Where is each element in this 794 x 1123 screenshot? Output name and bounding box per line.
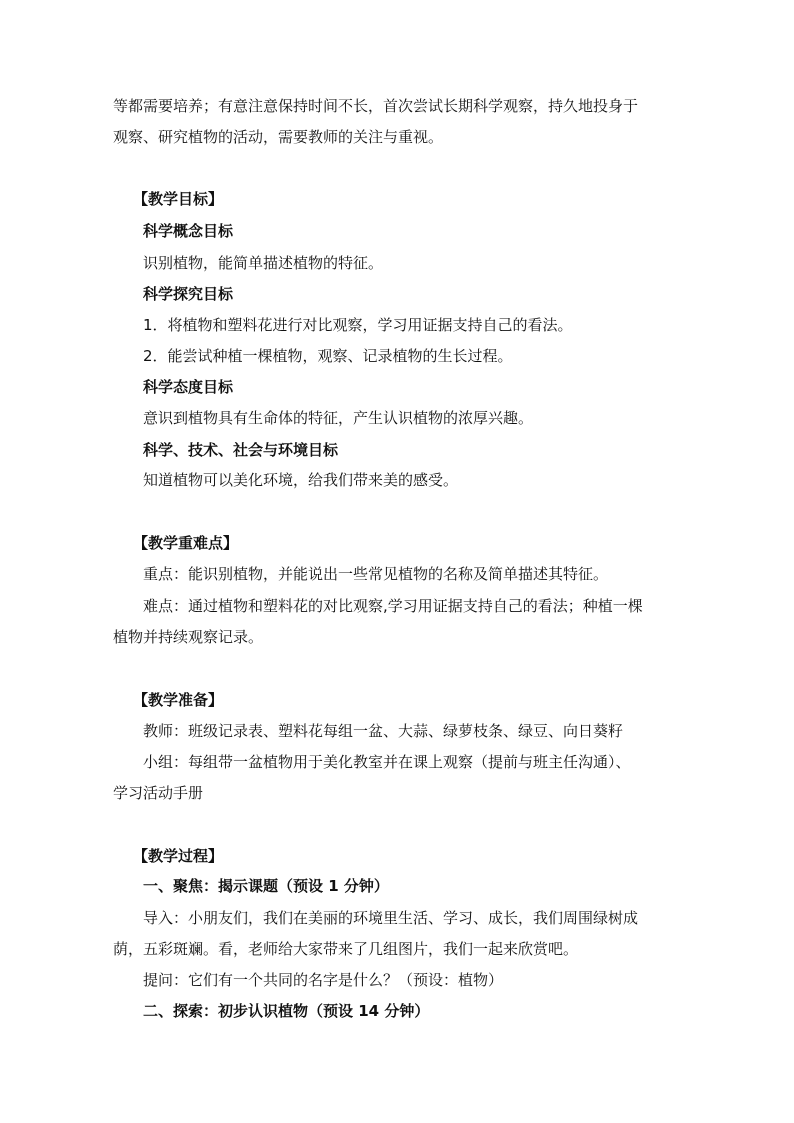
stse-goal-title: 科学、技术、社会与环境目标 [143, 441, 339, 459]
intro-dialogue-line-1: 导入：小朋友们，我们在美丽的环境里生活、学习、成长，我们周围绿树成 [143, 909, 639, 927]
key-points-heading: 【教学重难点】 [133, 534, 239, 552]
question-line: 提问：它们有一个共同的名字是什么？（预设：植物） [143, 971, 504, 989]
concept-goal-text: 识别植物，能简单描述植物的特征。 [143, 254, 384, 272]
intro-line-1: 等都需要培养；有意注意保持时间不长，首次尝试长期科学观察，持久地投身于 [113, 97, 639, 115]
teacher-preparation: 教师：班级记录表、塑料花每组一盆、大蒜、绿萝枝条、绿豆、向日葵籽 [143, 722, 624, 740]
section-2-title: 二、探索：初步认识植物（预设 14 分钟） [143, 1002, 430, 1020]
inquiry-goal-title: 科学探究目标 [143, 285, 234, 303]
section-1-title: 一、聚焦：揭示课题（预设 1 分钟） [143, 877, 389, 895]
intro-dialogue-line-2: 荫，五彩斑斓。看，老师给大家带来了几组图片，我们一起来欣赏吧。 [113, 940, 579, 958]
stse-goal-text: 知道植物可以美化环境，给我们带来美的感受。 [143, 471, 459, 489]
process-heading: 【教学过程】 [133, 847, 224, 865]
attitude-goal-title: 科学态度目标 [143, 378, 234, 396]
objectives-heading: 【教学目标】 [133, 190, 224, 208]
inquiry-goal-item-1: 1．将植物和塑料花进行对比观察，学习用证据支持自己的看法。 [143, 316, 573, 334]
inquiry-goal-item-2: 2．能尝试种植一棵植物，观察、记录植物的生长过程。 [143, 347, 513, 365]
group-preparation-line-1: 小组：每组带一盆植物用于美化教室并在课上观察（提前与班主任沟通）、 [143, 753, 631, 771]
difficult-point-line-1: 难点：通过植物和塑料花的对比观察,学习用证据支持自己的看法；种植一棵 [143, 597, 643, 615]
intro-line-2: 观察、研究植物的活动，需要教师的关注与重视。 [113, 128, 444, 146]
preparation-heading: 【教学准备】 [133, 691, 224, 709]
attitude-goal-text: 意识到植物具有生命体的特征，产生认识植物的浓厚兴趣。 [143, 409, 534, 427]
concept-goal-title: 科学概念目标 [143, 222, 234, 240]
key-point-text: 重点：能识别植物，并能说出一些常见植物的名称及简单描述其特征。 [143, 565, 609, 583]
group-preparation-line-2: 学习活动手册 [113, 784, 204, 802]
difficult-point-line-2: 植物并持续观察记录。 [113, 628, 264, 646]
